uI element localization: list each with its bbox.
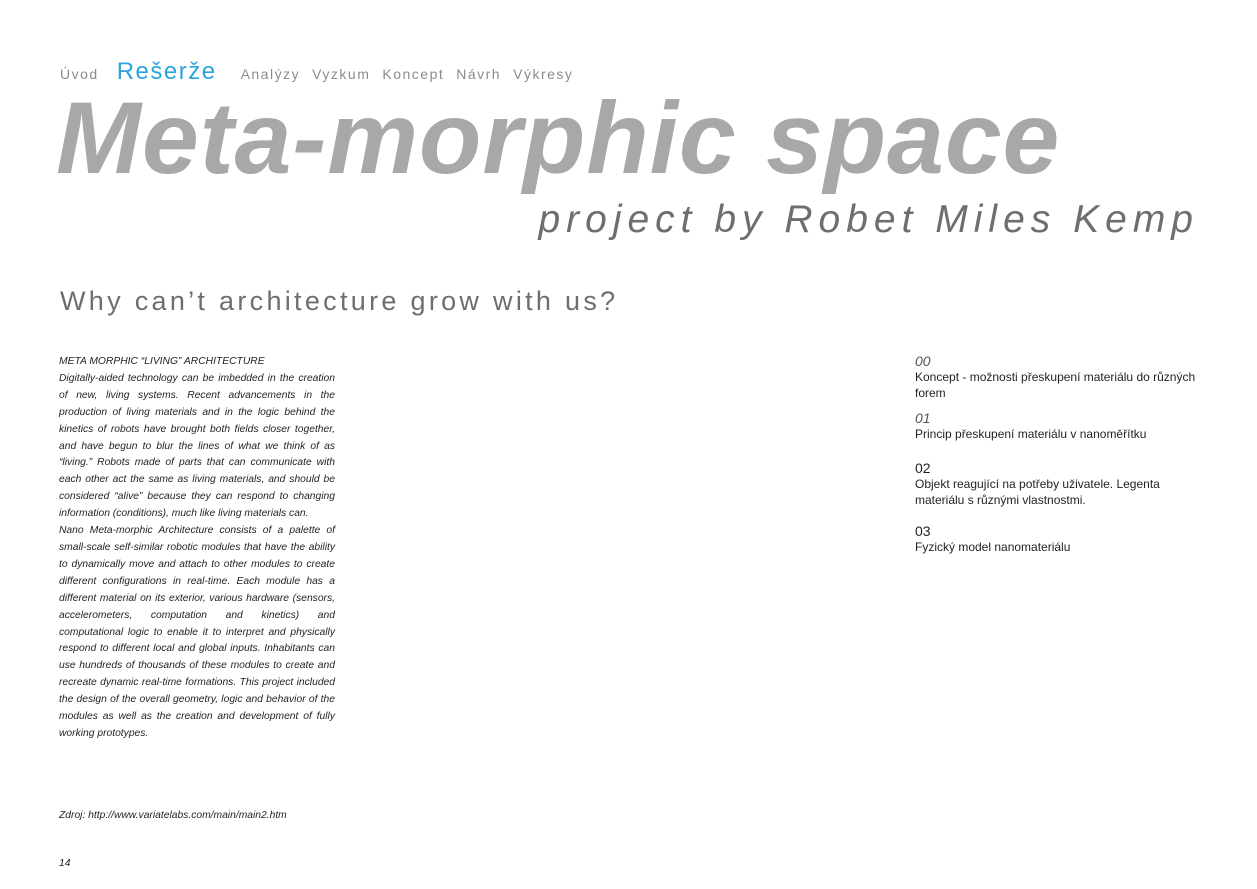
- legend-item: [915, 352, 1200, 401]
- nav-item-navrh[interactable]: Návrh: [456, 66, 502, 82]
- legend-description: Princip přeskupení materiálu v nanoměřítku: [915, 427, 1147, 441]
- legend-number: 03: [915, 523, 931, 539]
- nav-item-vykresy[interactable]: Výkresy: [513, 66, 574, 82]
- nav-item-analyzy[interactable]: Analýzy: [240, 66, 301, 82]
- legend-description: Fyzický model nanomateriálu: [915, 540, 1071, 554]
- body-text: [59, 354, 335, 743]
- body-paragraph-2: Nano Meta-morphic Architecture consists of a palette of small-scale self-similar robotic modules that have the ability to dynamically move and attach to other modules to create different configurations in real-time. Each module has a different material on its exterior, various hardware (sensors, accelerometers, computation and kinetics) and computational logic to enable it to interpret and physically respond to different local and global inputs. Inhabitants can use hundreds of thousands of these modules to create and recreate dynamic real-time formations. This project included the design of the overall geometry, logic and behavior of the modules as well as the creation and development of fully working prototypes.: [59, 525, 335, 739]
- nav-item-uvod[interactable]: Úvod: [60, 66, 99, 82]
- legend-item: [915, 522, 1200, 556]
- nav-item-koncept[interactable]: Koncept: [382, 66, 445, 82]
- page-question: Why can’t architecture grow with us?: [60, 286, 619, 316]
- body-paragraph-1: Digitally-aided technology can be imbedded in the creation of new, living systems. Recent advancements in the production of living materials and in the logic behind the kinetics of robots have brought both fields closer together, and have begun to blur the lines of what we think of as “living.” Robots made of parts that can communicate with each other act the same as living materials, and should be considered “alive” because they can respond to changing information (conditions), much like living materials can.: [59, 372, 335, 520]
- legend-item: [915, 409, 1200, 443]
- legend-number: 02: [915, 460, 931, 476]
- page-number: 14: [59, 858, 71, 869]
- body-heading: META MORPHIC “LIVING” ARCHITECTURE: [59, 356, 265, 367]
- legend-description: Koncept - možnosti přeskupení materiálu do různých forem: [915, 370, 1196, 400]
- source-citation: Zdroj: http://www.variatelabs.com/main/main2.htm: [59, 810, 287, 821]
- page-title: Meta-morphic space: [56, 81, 1061, 195]
- nav-item-reserze[interactable]: Rešerže: [116, 58, 217, 85]
- project-author: project by Robet Miles Kemp: [538, 198, 1199, 241]
- legend-description: Objekt reagující na potřeby uživatele. Legenta materiálu s různými vlastnostmi.: [915, 477, 1160, 507]
- legend-number: 01: [915, 410, 931, 426]
- legend-item: [915, 459, 1200, 508]
- nav-item-vyzkum[interactable]: Vyzkum: [312, 66, 371, 82]
- legend-number: 00: [915, 353, 931, 369]
